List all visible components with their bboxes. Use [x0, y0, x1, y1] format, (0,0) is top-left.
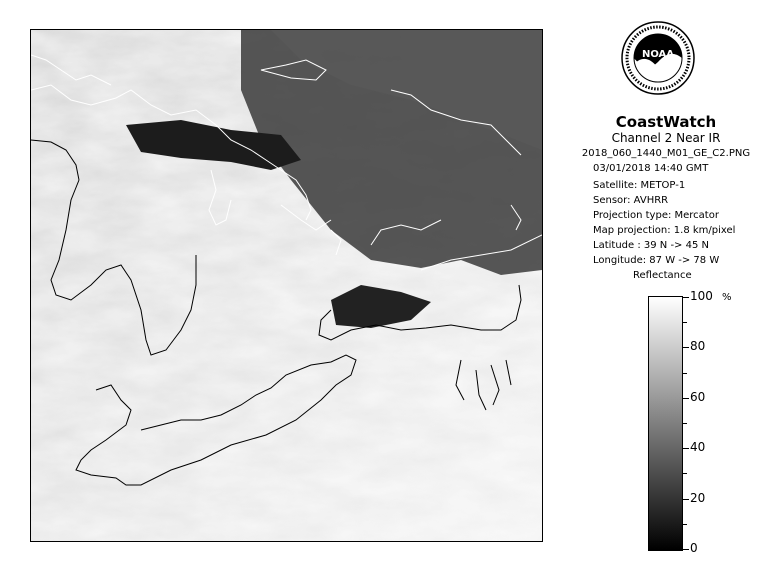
- reflectance-colorbar: [648, 296, 683, 551]
- image-filename: 2018_060_1440_M01_GE_C2.PNG: [581, 148, 751, 159]
- colorbar-major-tick: [683, 499, 689, 500]
- logo-text: NOAA: [641, 49, 675, 60]
- noaa-logo-graphic: [620, 18, 696, 104]
- noaa-logo: [620, 18, 696, 104]
- colorbar-tick-label: 80: [690, 339, 706, 353]
- map-projection-label: Map projection: 1.8 km/pixel: [593, 225, 736, 236]
- colorbar-tick-label: 20: [690, 491, 706, 505]
- colorbar-minor-tick: [683, 322, 687, 323]
- product-title: CoastWatch: [615, 113, 717, 131]
- colorbar-title: Reflectance: [633, 270, 692, 281]
- colorbar-unit: %: [722, 292, 732, 303]
- latitude-range-label: Latitude : 39 N -> 45 N: [593, 240, 709, 251]
- colorbar-minor-tick: [683, 473, 687, 474]
- colorbar-tick-label: 40: [690, 440, 706, 454]
- longitude-range-label: Longitude: 87 W -> 78 W: [593, 255, 720, 266]
- satellite-label: Satellite: METOP-1: [593, 180, 686, 191]
- sensor-label: Sensor: AVHRR: [593, 195, 669, 206]
- colorbar-major-tick: [683, 549, 689, 550]
- image-datetime: 03/01/2018 14:40 GMT: [593, 163, 709, 174]
- satellite-image-map: [30, 29, 543, 542]
- colorbar-minor-tick: [683, 423, 687, 424]
- colorbar-minor-tick: [683, 373, 687, 374]
- colorbar-tick-label: 100: [690, 289, 713, 303]
- channel-subtitle: Channel 2 Near IR: [611, 131, 721, 145]
- colorbar-minor-tick: [683, 524, 687, 525]
- colorbar-tick-label: 0: [690, 541, 698, 555]
- colorbar-major-tick: [683, 297, 689, 298]
- map-canvas: [31, 30, 542, 541]
- colorbar-tick-label: 60: [690, 390, 706, 404]
- colorbar-major-tick: [683, 347, 689, 348]
- colorbar-major-tick: [683, 448, 689, 449]
- projection-type-label: Projection type: Mercator: [593, 210, 719, 221]
- colorbar-major-tick: [683, 398, 689, 399]
